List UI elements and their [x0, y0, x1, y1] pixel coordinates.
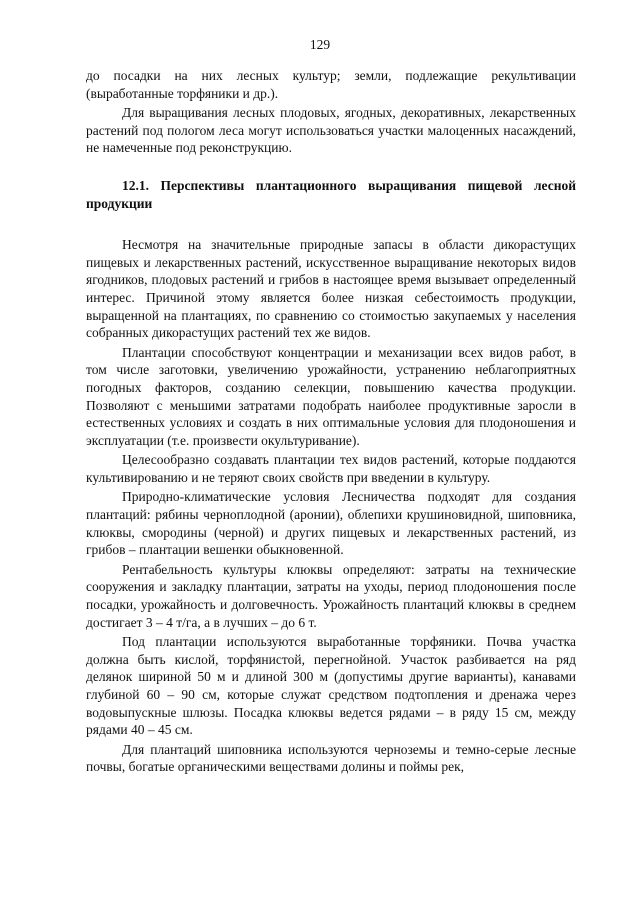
paragraph: Под плантации используются выработанные торфяники. Почва участка должна быть кислой, торфянистой, перегнойной. Участок разбивается на ряд делянок шириной 50 м и длиной 300 м (допустимы другие варианты), канавами глубиной 60 – 90 см, которые служат средством подтопления и дренажа через водовыпускные шлюзы. Посадка клюквы ведется рядами – в ряду 15 см, между рядами 40 – 45 см.: [86, 634, 576, 738]
paragraph: до посадки на них лесных культур; земли, подлежащие рекультивации (выработанные торфяники и др.).: [86, 68, 576, 101]
page-body: [86, 67, 576, 776]
paragraph: Для выращивания лесных плодовых, ягодных, декоративных, лекарственных растений под пологом леса могут использоваться участки малоценных насаждений, не намеченные под реконструкцию.: [86, 105, 576, 156]
paragraph: Для плантаций шиповника используются черноземы и темно-серые лесные почвы, богатые органическими веществами долины и поймы рек,: [86, 741, 576, 775]
paragraph: Рентабельность культуры клюквы определяют: затраты на технические сооружения и закладку плантации, затраты на уходы, период плодоношения после посадки, урожайность и долговечность. Урожайность плантаций клюквы в среднем достигает 3 – 4 т/га, а в лучших – до 6 т.: [86, 561, 576, 630]
page-number: 129: [309, 37, 331, 52]
paragraph: Природно-климатические условия Лесничества подходят для создания плантаций: рябины черноплодной (аронии), облепихи крушиновидной, шиповника, клюквы, смородины (черной) и других пищевых и лекарственных растений, из грибов – плантации вешенки обыкновенной.: [86, 489, 576, 558]
paragraph: Целесообразно создавать плантации тех видов растений, которые поддаются культивированию и не теряют своих свойств при введении в культуру.: [86, 452, 576, 485]
paragraph: Плантации способствуют концентрации и механизации всех видов работ, в том числе заготовки, увеличению урожайности, устранению неблагоприятных погодных факторов, созданию селекции, повышению качества продукции. Позволяют с меньшими затратами подобрать наиболее продуктивные заросли в естественных условиях и создать в них оптимальные условия для плодоношения и эксплуатации (т.е. произвести окультуривание).: [86, 344, 576, 448]
section-heading: 12.1. Перспективы плантационного выращивания пищевой лесной продукции: [86, 177, 576, 211]
paragraph: Несмотря на значительные природные запасы в области дикорастущих пищевых и лекарственных растений, искусственное выращивание некоторых видов ягодников, плодовых растений и грибов в настоящее время вызывает определенный интерес. Причиной этому является более низкая себестоимость продукции, выращенной на плантациях, по сравнению со стоимостью закупаемых у населения собранных дикорастущих растений тех же видов.: [86, 237, 576, 341]
